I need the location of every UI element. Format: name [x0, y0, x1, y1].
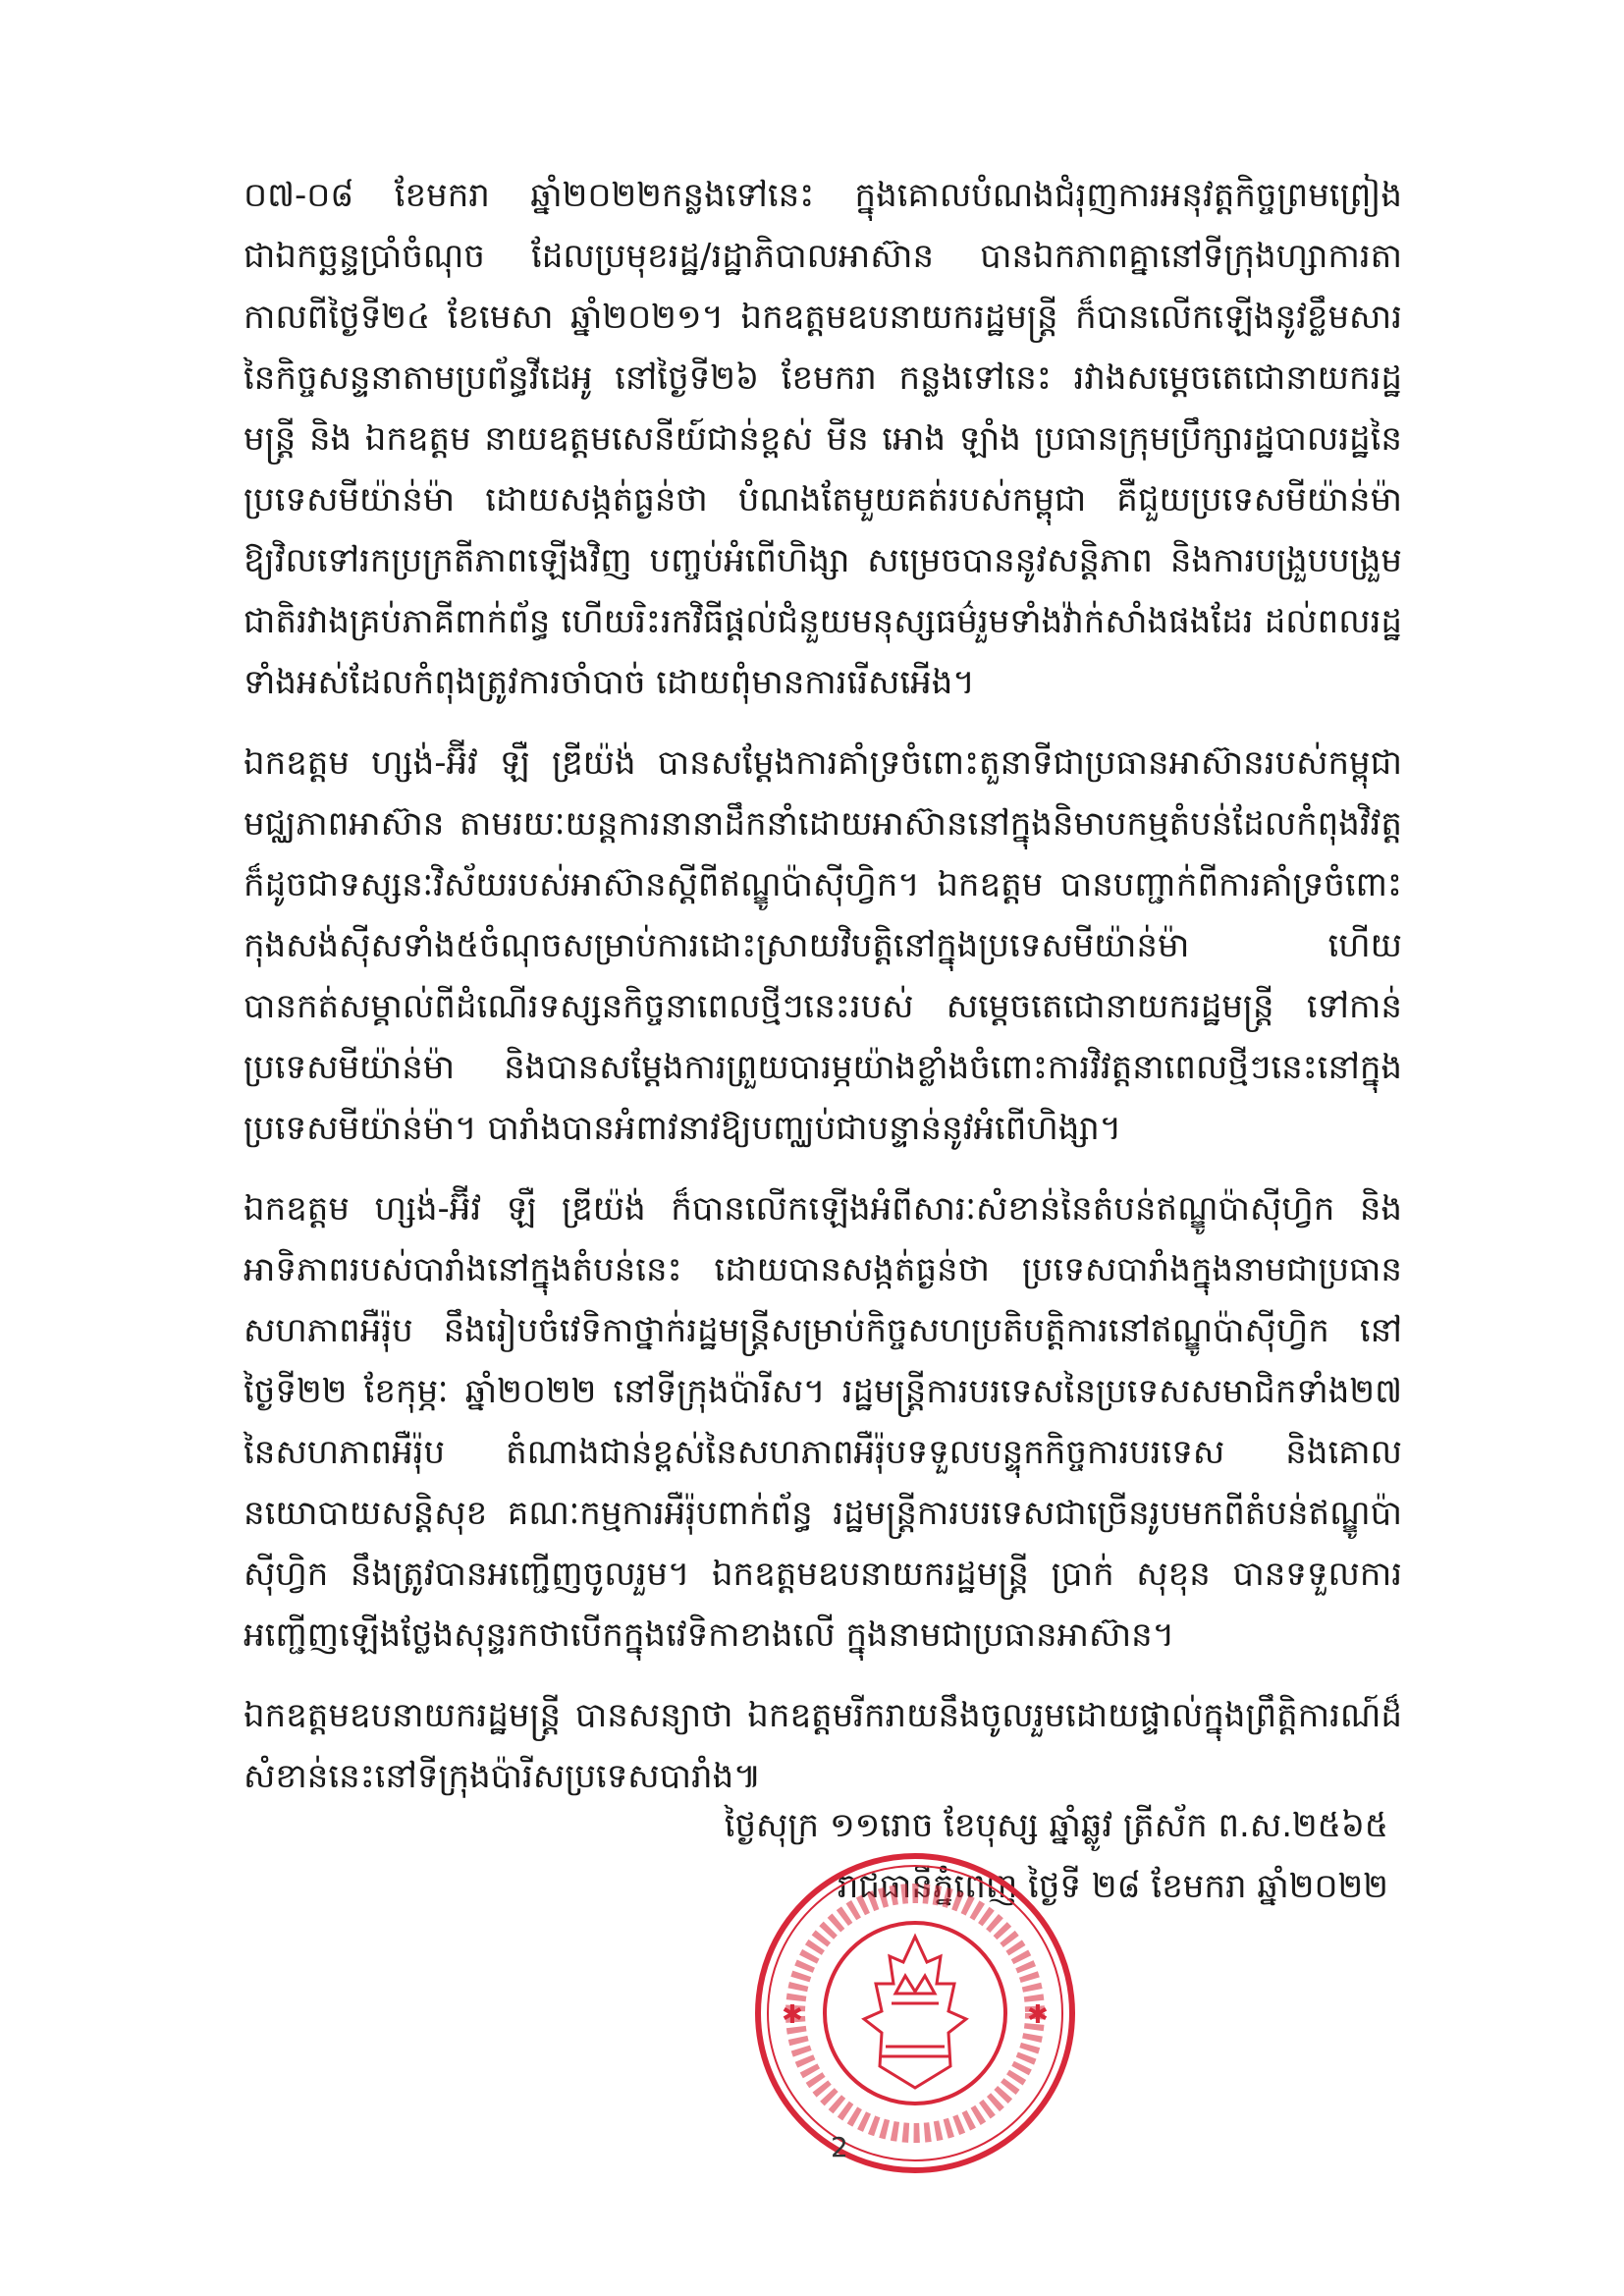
document-body	[244, 165, 1402, 1827]
page-number: 2	[831, 2131, 848, 2163]
paragraph-2: ឯកឧត្តម ហ្សង់-អ៊ីវ ឡឺ ឌ្រីយ៉ង់ បានសម្តែងការគាំទ្រចំពោះតួនាទីជាប្រធានអាស៊ានរបស់កម្ពុជា មជ្ឈភាពអាស៊ាន តាមរយៈយន្តការនានាដឹកនាំដោយអាស៊ាននៅក្នុងនិមាបកម្មតំបន់ដែលកំពុងវិវត្ត ក៏ដូចជាទស្សនៈវិស័យរបស់អាស៊ានស្តីពីឥណ្ឌូប៉ាស៊ីហ្វិក។ ឯកឧត្តម បានបញ្ជាក់ពីការគាំទ្រចំពោះកុងសង់ស៊ីសទាំង៥ចំណុចសម្រាប់ការដោះស្រាយវិបត្តិនៅក្នុងប្រទេសមីយ៉ាន់ម៉ា ហើយបានកត់សម្គាល់ពីដំណើរទស្សនកិច្ចនាពេលថ្មីៗនេះរបស់ សម្តេចតេជោនាយករដ្ឋមន្ត្រី ទៅកាន់ប្រទេសមីយ៉ាន់ម៉ា និងបានសម្តែងការព្រួយបារម្ភយ៉ាងខ្លាំងចំពោះការវិវត្តនាពេលថ្មីៗនេះនៅក្នុងប្រទេសមីយ៉ាន់ម៉ា។ បារាំងបានអំពាវនាវឱ្យបញ្ឈប់ជាបន្ទាន់នូវអំពើហិង្សា។	[244, 743, 1402, 1148]
gregorian-date: រាជធានីភ្នំពេញ ថ្ងៃទី ២៨ ខែមករា ឆ្នាំ២០២២	[837, 1867, 1388, 1906]
seal-center-ring	[825, 1923, 1005, 2104]
lunar-date: ថ្ងៃសុក្រ ១១រោច ខែបុស្ស ឆ្នាំឆ្លូវ ត្រីស័ក ព.ស.២៥៦៥	[724, 1806, 1388, 1845]
seal-emblem-icon	[864, 1937, 966, 2088]
seal-pedestal-icon	[880, 2047, 950, 2056]
seal-star-right: ✱	[1027, 2000, 1049, 2030]
paragraph-1: ០៧-០៨ ខែមករា ឆ្នាំ២០២២កន្លងទៅនេះ ក្នុងគោលបំណងជំរុញការអនុវត្តកិច្ចព្រមព្រៀងជាឯកច្ឆន្ទប្រាំចំណុច ដែលប្រមុខរដ្ឋ/រដ្ឋាភិបាលអាស៊ាន បានឯកភាពគ្នានៅទីក្រុងហ្សាការតា កាលពីថ្ងៃទី២៤ ខែមេសា ឆ្នាំ២០២១។ ឯកឧត្តមឧបនាយករដ្ឋមន្ត្រី ក៏បានលើកឡើងនូវខ្លឹមសារនៃកិច្ចសន្ទនាតាមប្រព័ន្ធវីដេអូ នៅថ្ងៃទី២៦ ខែមករា កន្លងទៅនេះ រវាងសម្តេចតេជោនាយករដ្ឋមន្ត្រី និង ឯកឧត្តម នាយឧត្តមសេនីយ៍ជាន់ខ្ពស់ មីន អោង ឡាំង ប្រធានក្រុមប្រឹក្សារដ្ឋបាលរដ្ឋនៃប្រទេសមីយ៉ាន់ម៉ា ដោយសង្កត់ធ្ងន់ថា បំណងតែមួយគត់របស់កម្ពុជា គឺជួយប្រទេសមីយ៉ាន់ម៉ាឱ្យវិលទៅរកប្រក្រតីភាពឡើងវិញ បញ្ចប់អំពើហិង្សា សម្រេចបាននូវសន្តិភាព និងការបង្រួបបង្រួមជាតិរវាងគ្រប់ភាគីពាក់ព័ន្ធ ហើយរិះរកវិធីផ្តល់ជំនួយមនុស្សធម៌រួមទាំងវ៉ាក់សាំងផងដែរ ដល់ពលរដ្ឋទាំងអស់ដែលកំពុងត្រូវការចាំបាច់ ដោយពុំមានការរើសអើង។	[244, 176, 1402, 702]
paragraph-3: ឯកឧត្តម ហ្សង់-អ៊ីវ ឡឺ ឌ្រីយ៉ង់ ក៏បានលើកឡើងអំពីសារៈសំខាន់នៃតំបន់ឥណ្ឌូប៉ាស៊ីហ្វិក និងអាទិភាពរបស់បារាំងនៅក្នុងតំបន់នេះ ដោយបានសង្កត់ធ្ងន់ថា ប្រទេសបារាំងក្នុងនាមជាប្រធានសហភាពអឺរ៉ុប នឹងរៀបចំវេទិកាថ្នាក់រដ្ឋមន្ត្រីសម្រាប់កិច្ចសហប្រតិបត្តិការនៅឥណ្ឌូប៉ាស៊ីហ្វិក នៅថ្ងៃទី២២ ខែកុម្ភៈ ឆ្នាំ២០២២ នៅទីក្រុងប៉ារីស។ រដ្ឋមន្ត្រីការបរទេសនៃប្រទេសសមាជិកទាំង២៧ នៃសហភាពអឺរ៉ុប តំណាងជាន់ខ្ពស់នៃសហភាពអឺរ៉ុបទទួលបន្ទុកកិច្ចការបរទេស និងគោលនយោបាយសន្តិសុខ គណៈកម្មការអឺរ៉ុបពាក់ព័ន្ធ រដ្ឋមន្ត្រីការបរទេសជាច្រើនរូបមកពីតំបន់ឥណ្ឌូប៉ាស៊ីហ្វិក នឹងត្រូវបានអញ្ជើញចូលរួម។ ឯកឧត្តមឧបនាយករដ្ឋមន្ត្រី ប្រាក់ សុខុន បានទទួលការអញ្ជើញឡើងថ្លែងសុន្ទរកថាបើកក្នុងវេទិកាខាងលើ ក្នុងនាមជាប្រធានអាស៊ាន។	[244, 1189, 1402, 1655]
seal-inner-ring	[768, 1866, 1062, 2160]
seal-crown-icon	[892, 1976, 939, 2003]
seal-star-left: ✱	[782, 2000, 803, 2030]
official-seal	[748, 1846, 1082, 2180]
paragraph-4: ឯកឧត្តមឧបនាយករដ្ឋមន្ត្រី បានសន្យាថា ឯកឧត្តមរីករាយនឹងចូលរួមដោយផ្ទាល់ក្នុងព្រឹត្តិការណ៍ដ៏សំខាន់នេះនៅទីក្រុងប៉ារីសប្រទេសបារាំង៕	[244, 1696, 1402, 1796]
seal-text-band	[795, 1893, 1035, 2133]
